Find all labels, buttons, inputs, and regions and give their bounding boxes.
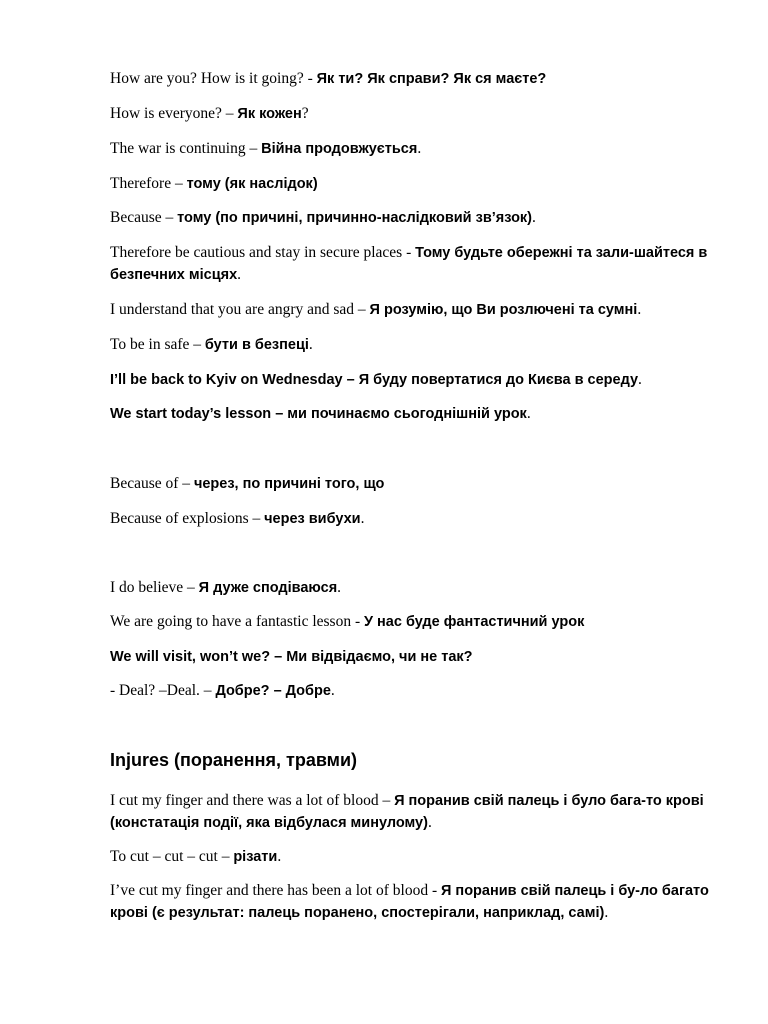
punctuation: . bbox=[330, 682, 335, 699]
english-text: To be in safe – bbox=[110, 336, 205, 353]
punctuation: . bbox=[427, 814, 432, 831]
phrase-line bbox=[110, 680, 710, 702]
english-text: The war is continuing – bbox=[110, 140, 262, 157]
punctuation: . bbox=[237, 266, 242, 283]
ukrainian-text: тому (по причині, причинно-наслідковий зв’язок) bbox=[177, 210, 533, 226]
ukrainian-text: Як ти? Як справи? Як ся маєте? bbox=[316, 71, 547, 87]
phrase-line bbox=[110, 646, 710, 668]
english-text: How are you? How is it going? - bbox=[110, 70, 317, 87]
phrase-line bbox=[110, 334, 710, 356]
english-text: We are going to have a fantastic lesson - bbox=[110, 613, 364, 630]
phrase-line bbox=[110, 473, 710, 495]
ukrainian-text: Я поранив свій палець і бу-ло багато крові (є результат: палець поранено, спостерігали, наприклад, самі) bbox=[110, 883, 709, 921]
english-text: I do believe – bbox=[110, 579, 199, 596]
ukrainian-text: Добре? – Добре bbox=[215, 683, 331, 699]
english-text: Because of – bbox=[110, 475, 194, 492]
ukrainian-text: тому (як наслідок) bbox=[186, 176, 318, 192]
english-text: We will visit, won’t we? – bbox=[110, 649, 287, 665]
punctuation: . bbox=[417, 140, 422, 157]
punctuation: . bbox=[337, 579, 342, 596]
ukrainian-text: різати bbox=[233, 849, 278, 865]
phrase-line bbox=[110, 577, 710, 599]
english-text: To cut – cut – cut – bbox=[110, 848, 234, 865]
phrase-line bbox=[110, 880, 710, 924]
english-text: I understand that you are angry and sad – bbox=[110, 301, 370, 318]
english-text: Because of explosions – bbox=[110, 510, 265, 527]
ukrainian-text: ми починаємо сьогоднішній урок bbox=[287, 406, 527, 422]
ukrainian-text: Я буду повертатися до Києва в середу bbox=[358, 372, 639, 388]
punctuation: . bbox=[638, 371, 642, 388]
phrase-line bbox=[110, 846, 710, 868]
punctuation: . bbox=[526, 405, 531, 422]
ukrainian-text: Війна продовжується bbox=[261, 141, 418, 157]
ukrainian-text: через, по причині того, що bbox=[193, 476, 385, 492]
english-text: - Deal? –Deal. – bbox=[110, 682, 216, 699]
ukrainian-text: через вибухи bbox=[264, 511, 361, 527]
punctuation: . bbox=[637, 301, 642, 318]
ukrainian-text: Я дуже сподіваюся bbox=[198, 580, 338, 596]
english-text: Because – bbox=[110, 209, 178, 226]
phrase-line bbox=[110, 68, 710, 90]
phrase-line bbox=[110, 790, 710, 834]
english-text: Therefore be cautious and stay in secure places - bbox=[110, 244, 416, 261]
english-text: I cut my finger and there was a lot of blood – bbox=[110, 792, 395, 809]
phrase-line bbox=[110, 138, 710, 160]
ukrainian-text: Ми відвідаємо, чи не так? bbox=[286, 649, 473, 665]
phrase-line bbox=[110, 242, 710, 286]
phrase-line bbox=[110, 403, 710, 425]
ukrainian-text: Я поранив свій палець і було бага-то крові (констатація події, яка відбулася минулому) bbox=[110, 793, 704, 831]
phrase-line bbox=[110, 508, 710, 530]
ukrainian-text: Тому будьте обережні та зали-шайтеся в безпечних місцях bbox=[110, 245, 708, 283]
ukrainian-text: бути в безпеці bbox=[204, 337, 309, 353]
ukrainian-text: У нас буде фантастичний урок bbox=[363, 614, 585, 630]
english-text: We start today’s lesson – bbox=[110, 406, 288, 422]
english-text: Therefore – bbox=[110, 175, 187, 192]
punctuation: . bbox=[277, 848, 282, 865]
punctuation: . bbox=[308, 336, 313, 353]
punctuation: ? bbox=[301, 105, 309, 122]
english-text: I’ll be back to Kyiv on Wednesday – bbox=[110, 372, 359, 388]
ukrainian-text: Я розумію, що Ви розлючені та сумні bbox=[369, 302, 638, 318]
phrase-line bbox=[110, 173, 710, 195]
ukrainian-text: Як кожен bbox=[237, 106, 302, 122]
punctuation: . bbox=[532, 209, 536, 226]
english-text: How is everyone? – bbox=[110, 105, 238, 122]
phrase-line bbox=[110, 207, 710, 229]
english-text: I’ve cut my finger and there has been a lot of blood - bbox=[110, 882, 441, 899]
phrase-line bbox=[110, 299, 710, 321]
phrase-line bbox=[110, 103, 710, 125]
section-heading: Injures (поранення, травми) bbox=[110, 750, 358, 770]
punctuation: . bbox=[360, 510, 365, 527]
phrase-line bbox=[110, 611, 710, 633]
punctuation: . bbox=[604, 904, 609, 921]
phrase-line bbox=[110, 369, 710, 391]
